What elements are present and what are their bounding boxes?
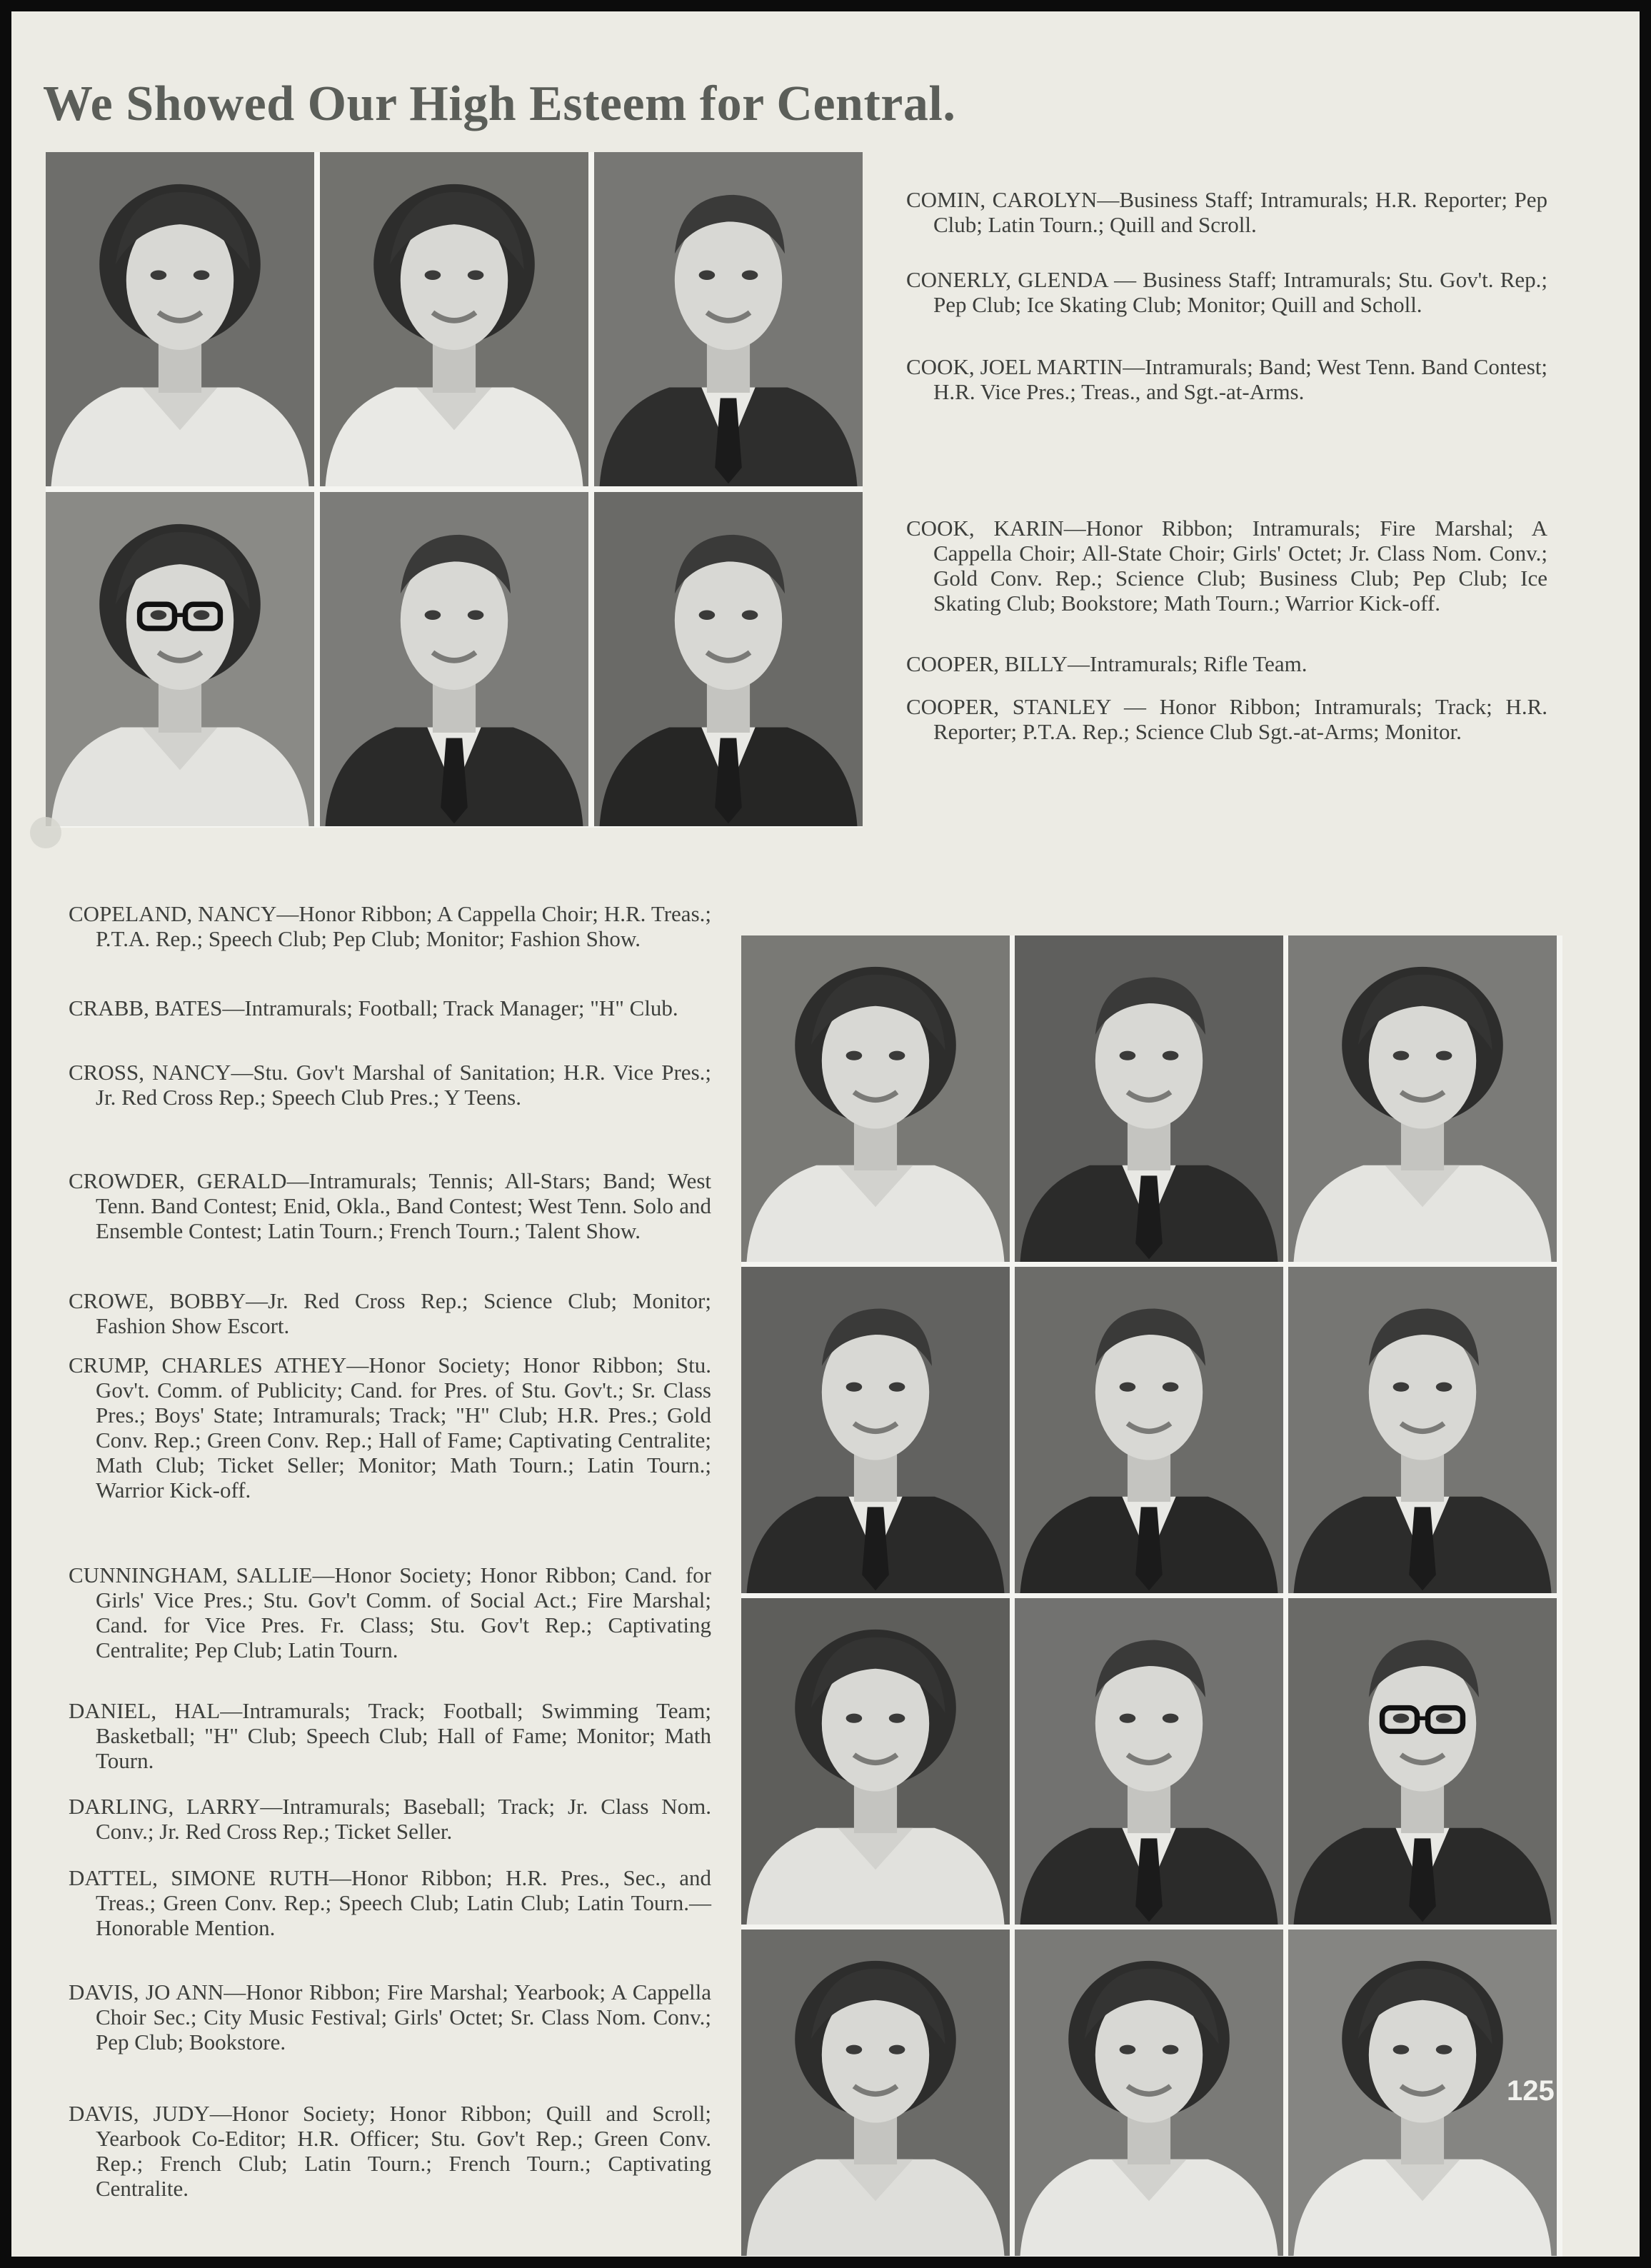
student-bio: COOPER, BILLY—Intramurals; Rifle Team.	[906, 651, 1308, 676]
page-mark	[30, 817, 61, 848]
page-number: 125	[1507, 2075, 1555, 2107]
student-bio: CROSS, NANCY—Stu. Gov't Marshal of Sanitation; H.R. Vice Pres.; Jr. Red Cross Rep.; Speech Club Pres.; Y Teens.	[69, 1060, 711, 1110]
student-portrait	[741, 1267, 1010, 1593]
student-bio: DAVIS, JO ANN—Honor Ribbon; Fire Marshal; Yearbook; A Cappella Choir Sec.; City Music Festival; Girls' Octet; Sr. Class Nom. Conv.; Pep Club; Bookstore.	[69, 1980, 711, 2054]
student-portrait	[1015, 1267, 1283, 1593]
student-portrait	[46, 492, 314, 826]
student-portrait	[320, 492, 588, 826]
student-portrait	[741, 1598, 1010, 1925]
student-bio: CUNNINGHAM, SALLIE—Honor Society; Honor Ribbon; Cand. for Girls' Vice Pres.; Stu. Gov't Comm. of Social Act.; Fire Marshal; Cand. for Vice Pres. Fr. Class; Stu. Gov't Rep.; Captivating Centralite; Pep Club; Latin Tourn.	[69, 1562, 711, 1662]
top-photo-grid	[46, 152, 863, 828]
student-bio: CRUMP, CHARLES ATHEY—Honor Society; Honor Ribbon; Stu. Gov't. Comm. of Publicity; Cand. for Pres. of Stu. Gov't.; Sr. Class Pres.; Boys' State; Intramurals; Track; "H" Club; H.R. Pres.; Gold Conv. Rep.; Green Conv. Rep.; Hall of Fame; Captivating Centralite; Math Club; Ticket Seller; Monitor; Math Tourn.; Latin Tourn.; Warrior Kick-off.	[69, 1353, 711, 1502]
student-portrait	[1015, 935, 1283, 1262]
student-bio: CONERLY, GLENDA — Business Staff; Intramurals; Stu. Gov't. Rep.; Pep Club; Ice Skating Club; Monitor; Quill and Scholl.	[906, 267, 1547, 317]
student-portrait	[594, 152, 863, 486]
student-portrait	[741, 1930, 1010, 2256]
student-portrait	[1288, 1598, 1557, 1925]
student-bio: COMIN, CAROLYN—Business Staff; Intramurals; H.R. Reporter; Pep Club; Latin Tourn.; Quill and Scroll.	[906, 187, 1547, 237]
student-bio: DAVIS, JUDY—Honor Society; Honor Ribbon; Quill and Scroll; Yearbook Co-Editor; H.R. Officer; Stu. Gov't Rep.; Green Conv. Rep.; French Club; Latin Tourn.; French Tourn.; Captivating Centralite.	[69, 2101, 711, 2201]
student-bio: COOPER, STANLEY — Honor Ribbon; Intramurals; Track; H.R. Reporter; P.T.A. Rep.; Science Club Sgt.-at-Arms; Monitor.	[906, 694, 1547, 744]
student-portrait	[741, 935, 1010, 1262]
student-bio: DATTEL, SIMONE RUTH—Honor Ribbon; H.R. Pres., Sec., and Treas.; Green Conv. Rep.; Speech Club; Latin Club; Latin Tourn.—Honorable Mention.	[69, 1865, 711, 1940]
student-portrait	[46, 152, 314, 486]
student-bio: CRABB, BATES—Intramurals; Football; Track Manager; "H" Club.	[69, 995, 678, 1020]
bottom-photo-grid	[741, 935, 1562, 2257]
page-title: We Showed Our High Esteem for Central.	[43, 76, 956, 131]
student-bio: COOK, KARIN—Honor Ribbon; Intramurals; Fire Marshal; A Cappella Choir; All-State Choir; Girls' Octet; Jr. Class Nom. Conv.; Gold Conv. Rep.; Science Club; Business Club; Pep Club; Ice Skating Club; Bookstore; Math Tourn.; Warrior Kick-off.	[906, 516, 1547, 616]
student-portrait	[1015, 1930, 1283, 2256]
top-bio-column	[906, 187, 1547, 794]
student-portrait	[320, 152, 588, 486]
bottom-bio-column	[69, 901, 711, 2222]
student-bio: COOK, JOEL MARTIN—Intramurals; Band; West Tenn. Band Contest; H.R. Vice Pres.; Treas., and Sgt.-at-Arms.	[906, 354, 1547, 404]
student-bio: COPELAND, NANCY—Honor Ribbon; A Cappella Choir; H.R. Treas.; P.T.A. Rep.; Speech Club; Pep Club; Monitor; Fashion Show.	[69, 901, 711, 951]
student-portrait	[1015, 1598, 1283, 1925]
student-portrait	[1288, 1267, 1557, 1593]
student-portrait	[1288, 935, 1557, 1262]
yearbook-page	[11, 11, 1640, 2257]
student-bio: DANIEL, HAL—Intramurals; Track; Football; Swimming Team; Basketball; "H" Club; Speech Club; Hall of Fame; Monitor; Math Tourn.	[69, 1698, 711, 1773]
student-bio: CROWDER, GERALD—Intramurals; Tennis; All-Stars; Band; West Tenn. Band Contest; Enid, Okla., Band Contest; West Tenn. Solo and Ensemble Contest; Latin Tourn.; French Tourn.; Talent Show.	[69, 1168, 711, 1243]
student-bio: DARLING, LARRY—Intramurals; Baseball; Track; Jr. Class Nom. Conv.; Jr. Red Cross Rep.; Ticket Seller.	[69, 1794, 711, 1844]
student-portrait	[594, 492, 863, 826]
student-bio: CROWE, BOBBY—Jr. Red Cross Rep.; Science Club; Monitor; Fashion Show Escort.	[69, 1288, 711, 1338]
